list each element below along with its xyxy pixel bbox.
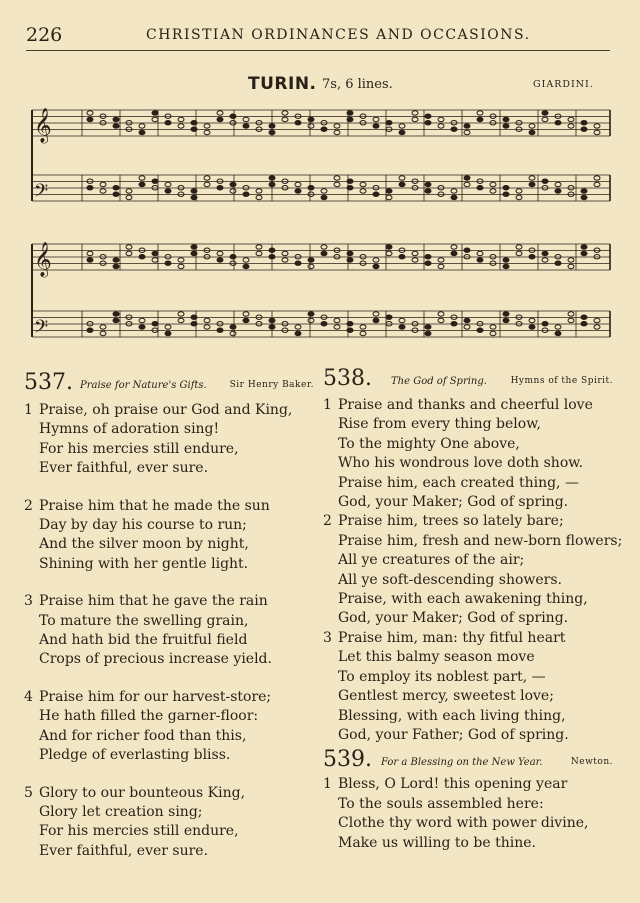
hymn-number: 538. xyxy=(323,366,372,391)
verse-line: Ever faithful, ever sure. xyxy=(39,460,209,477)
verse-line: God, your Father; God of spring. xyxy=(338,726,569,743)
hymn-heading xyxy=(323,749,613,775)
page-number: 226 xyxy=(26,24,63,46)
hymn-538 xyxy=(323,366,623,853)
verse-line: Rise from every thing below, xyxy=(338,416,541,433)
verse-line: To the souls assembled here: xyxy=(338,795,544,812)
stanza-number: 2 xyxy=(323,513,332,530)
verse-line: Glory to our bounteous King, xyxy=(39,784,246,801)
stanza-number: 1 xyxy=(323,397,332,413)
page-header xyxy=(26,24,610,48)
verse-line: Who his wondrous love doth show. xyxy=(338,455,584,472)
stanza xyxy=(24,784,314,862)
verse-line: Clothe thy word with power divine, xyxy=(338,815,589,832)
verse-line: For his mercies still endure, xyxy=(39,440,239,457)
stanza-number: 1 xyxy=(323,776,332,793)
verse-line: Bless, O Lord! this opening year xyxy=(338,776,568,793)
stanza xyxy=(323,396,613,512)
verse-line: And hath bid the fruitful field xyxy=(39,632,248,649)
stanza xyxy=(323,629,613,745)
verse-line: To mature the swelling grain, xyxy=(39,612,249,629)
verse-line: Praise him, trees so lately bare; xyxy=(338,513,564,530)
svg-text:𝄢: 𝄢 xyxy=(34,317,49,342)
stanza-number: 1 xyxy=(24,402,33,418)
verse-line: Praise and thanks and cheerful love xyxy=(338,397,593,413)
running-title: CHRISTIAN ORDINANCES AND OCCASIONS. xyxy=(146,27,531,43)
hymn-author: Sir Henry Baker. xyxy=(229,380,314,390)
stanza xyxy=(24,592,314,670)
stanza-number: 3 xyxy=(24,593,33,610)
verse-line: To the mighty One above, xyxy=(338,435,520,452)
stanza xyxy=(323,512,623,628)
hymn-subtitle: The God of Spring. xyxy=(391,376,487,387)
verse-line: Crops of precious increase yield. xyxy=(39,651,272,668)
svg-text:𝄞: 𝄞 xyxy=(34,108,52,143)
verse-line: To employ its noblest part, — xyxy=(338,668,546,685)
stanza-number: 3 xyxy=(323,629,332,646)
verse-line: All ye creatures of the air; xyxy=(338,552,525,569)
stanza xyxy=(323,775,613,853)
verse-line: All ye soft-descending showers. xyxy=(338,571,562,588)
hymn-number: 539. xyxy=(323,747,372,773)
svg-text:𝄞: 𝄞 xyxy=(34,242,52,277)
hymn-number: 537. xyxy=(24,370,73,395)
verse-line: Praise him for our harvest-store; xyxy=(39,688,272,705)
hymn-539 xyxy=(323,749,613,853)
verse-line: Praise him, man: thy fitful heart xyxy=(338,629,566,646)
verse-line: Hymns of adoration sing! xyxy=(39,421,220,438)
verse-line: God, your Maker; God of spring. xyxy=(338,494,569,511)
verse-line: He hath filled the garner-floor: xyxy=(39,708,259,725)
hymn-subtitle: Praise for Nature's Gifts. xyxy=(80,380,207,391)
music-score xyxy=(20,96,620,364)
verse-line: Praise him, each created thing, — xyxy=(338,474,579,491)
verse-line: Blessing, with each living thing, xyxy=(338,707,566,724)
stanza xyxy=(24,401,314,479)
stanza-number: 2 xyxy=(24,497,33,514)
stanza xyxy=(24,497,314,575)
verse-line: And the silver moon by night, xyxy=(39,536,249,553)
verse-line: Praise him that he made the sun xyxy=(39,497,270,514)
header-rule xyxy=(26,50,610,51)
verse-line: Praise, with each awakening thing, xyxy=(338,591,588,608)
verse-line: Praise him that he gave the rain xyxy=(39,593,268,610)
stanza xyxy=(24,688,314,766)
verse-line: Make us willing to be thine. xyxy=(338,834,536,851)
hymn-author: Hymns of the Spirit. xyxy=(510,376,613,386)
tune-composer: GIARDINI. xyxy=(533,79,594,90)
verse-line: Glory let creation sing; xyxy=(39,803,203,820)
tune-heading xyxy=(0,74,640,94)
stanza-number: 5 xyxy=(24,784,33,801)
verse-line: Ever faithful, ever sure. xyxy=(39,842,209,859)
verse-line: God, your Maker; God of spring. xyxy=(338,610,569,627)
hymn-author: Newton. xyxy=(570,757,613,768)
verse-line: Day by day his course to run; xyxy=(39,517,247,534)
verse-line: Shining with her gentle light. xyxy=(39,555,249,572)
verse-line: Gentlest mercy, sweetest love; xyxy=(338,688,554,705)
verse-line: And for richer food than this, xyxy=(39,727,247,744)
svg-text:𝄢: 𝄢 xyxy=(34,181,49,206)
stanza-number: 4 xyxy=(24,688,33,705)
verse-line: Let this balmy season move xyxy=(338,649,535,666)
tune-meter: 7s, 6 lines. xyxy=(322,77,393,92)
hymn-subtitle: For a Blessing on the New Year. xyxy=(381,757,543,769)
hymn-heading xyxy=(323,368,613,394)
verse-line: Praise him, fresh and new-born flowers; xyxy=(338,532,623,549)
verse-line: Praise, oh praise our God and King, xyxy=(39,402,293,418)
verse-line: Pledge of everlasting bliss. xyxy=(39,747,231,764)
verse-line: For his mercies still endure, xyxy=(39,823,239,840)
tune-name: TURIN. xyxy=(248,74,317,94)
hymn-heading xyxy=(24,372,314,398)
hymn-537 xyxy=(24,372,314,861)
